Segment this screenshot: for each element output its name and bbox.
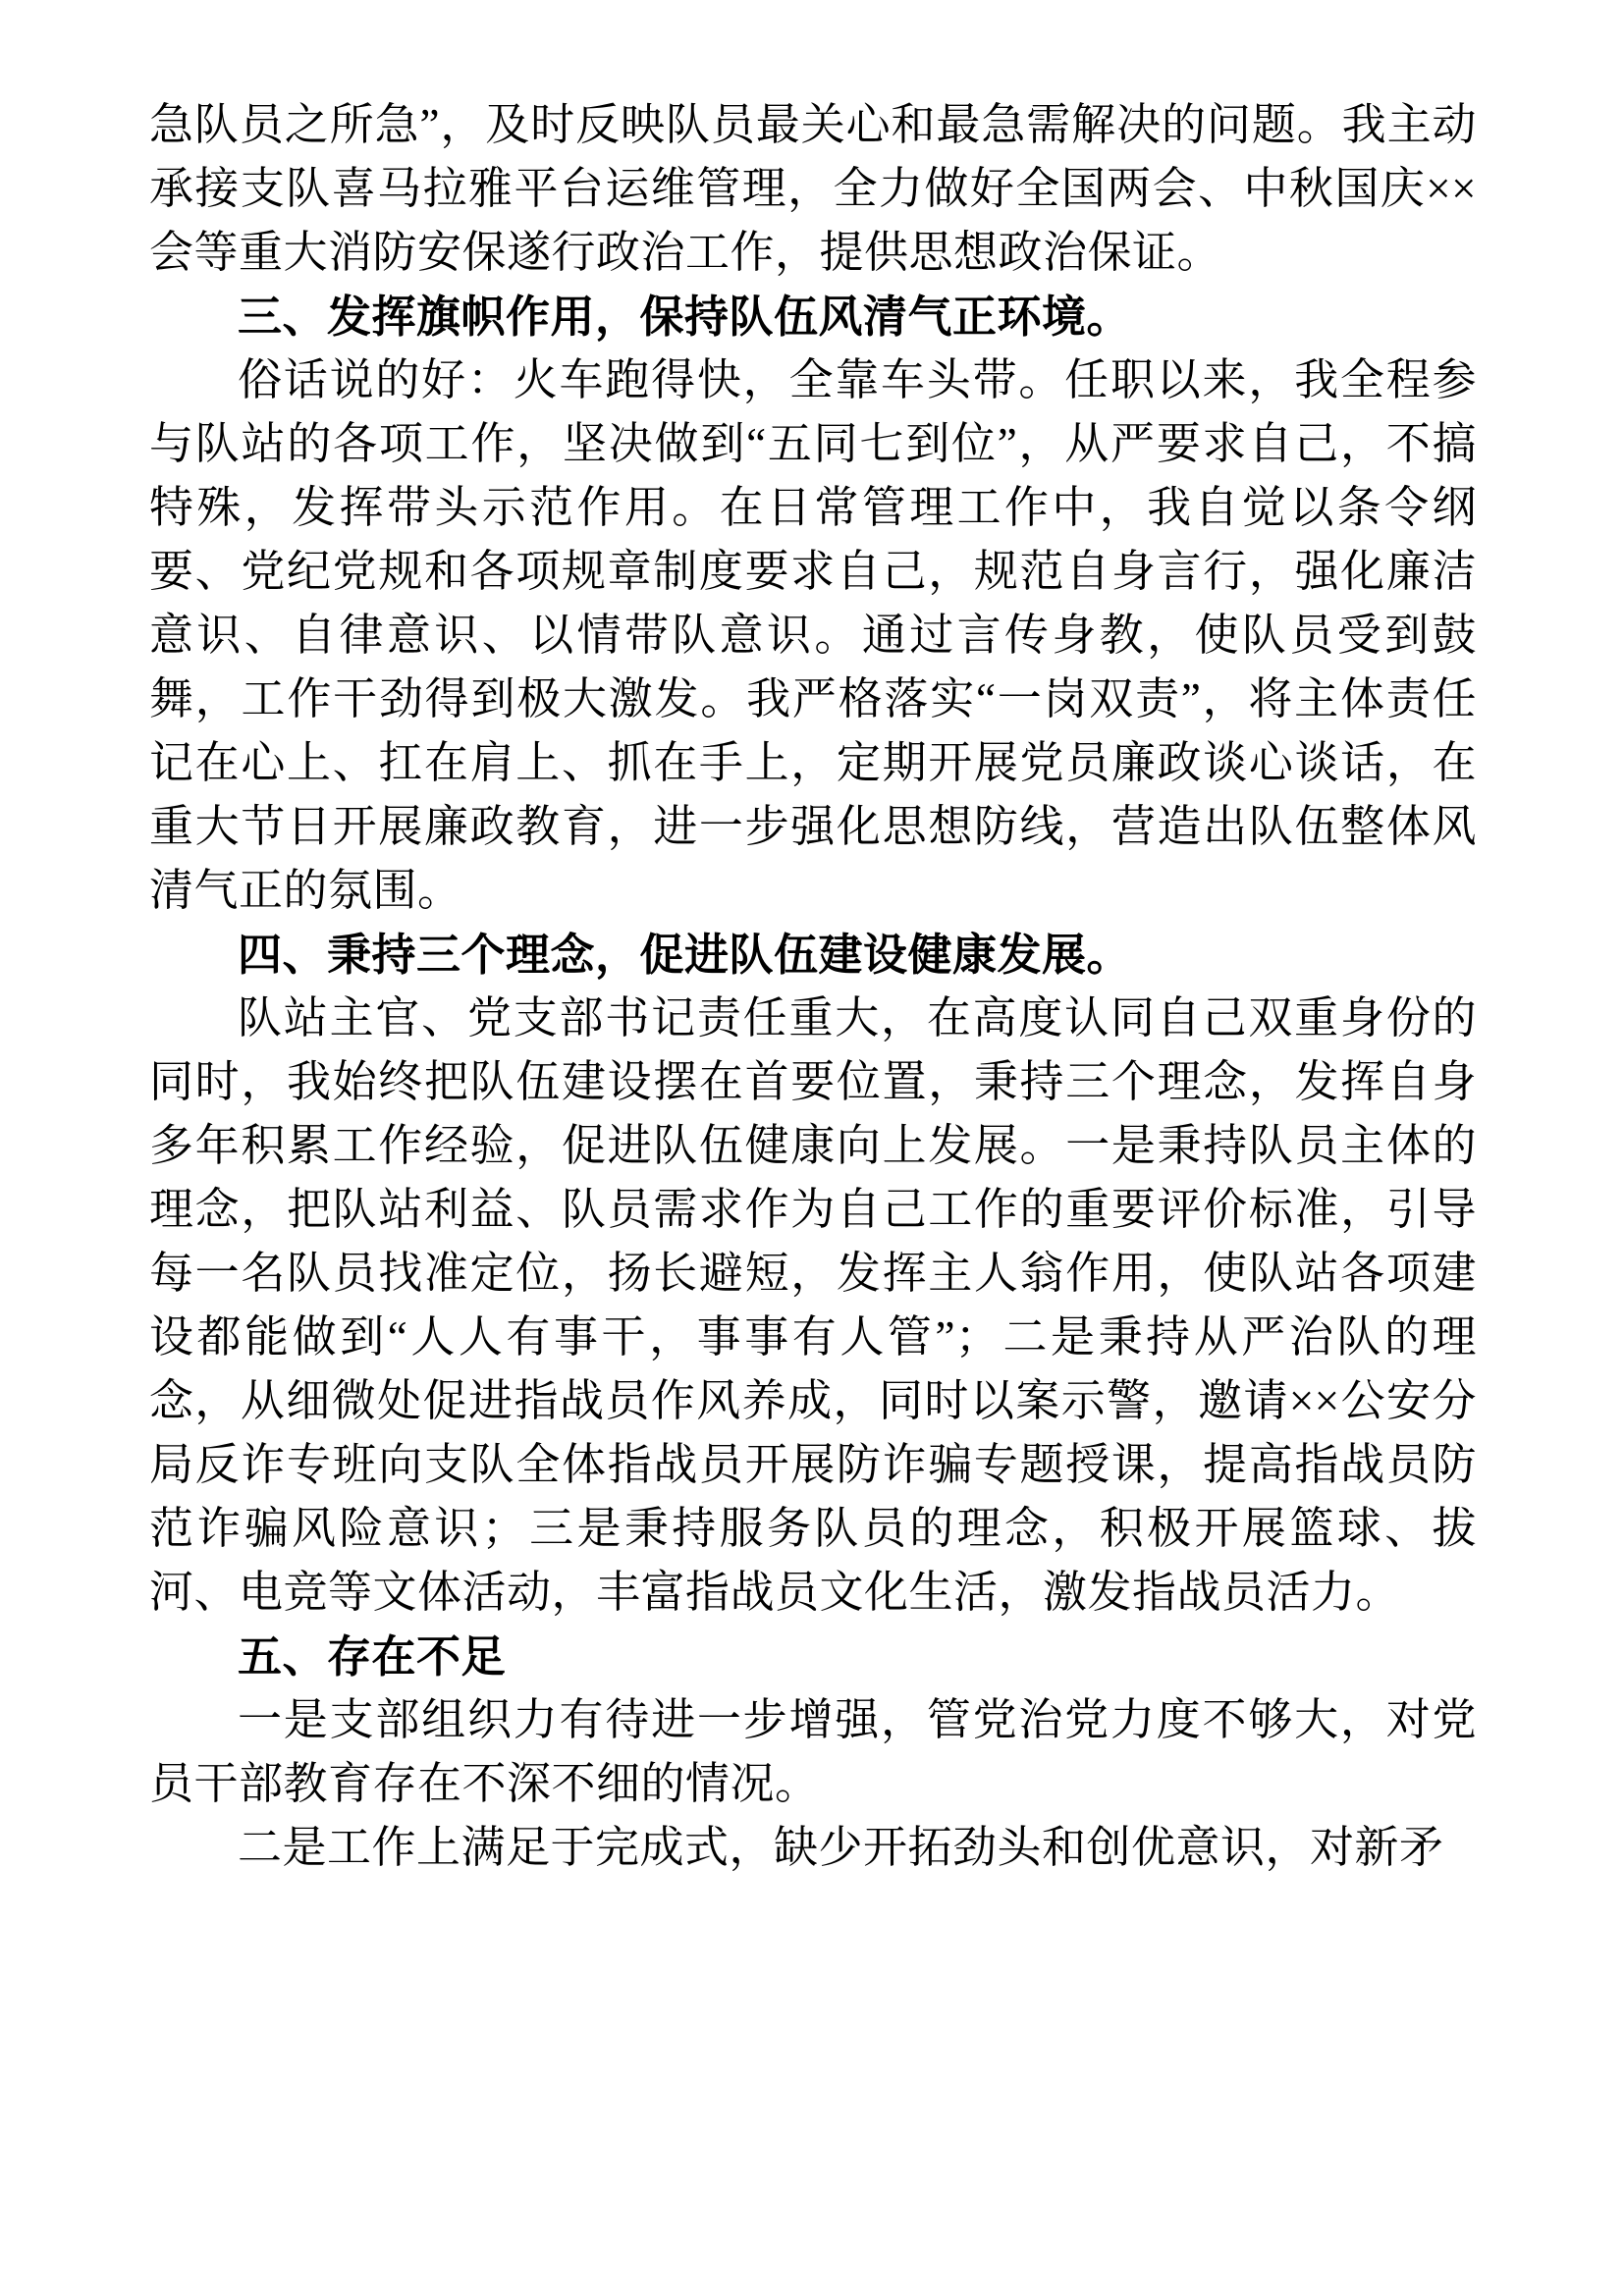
section-heading-5: 五、存在不足 — [238, 1631, 507, 1682]
section-heading-4: 四、秉持三个理念，促进队伍建设健康发展。 — [238, 930, 1132, 980]
paragraph-shortcoming-1: 一是支部组织力有待进一步增强，管党治党力度不够大，对党员干部教育存在不深不细的情况。 — [149, 1695, 1477, 1808]
paragraph-continuation: 急队员之所急”，及时反映队员最关心和最急需解决的问题。我主动承接支队喜马拉雅平台运维管理，全力做好全国两会、中秋国庆××会等重大消防安保遂行政治工作，提供思想政治保证。 — [149, 100, 1477, 277]
section-heading-3: 三、发挥旗帜作用，保持队伍风清气正环境。 — [238, 292, 1132, 342]
paragraph-shortcoming-2-truncated: 二是工作上满足于完成式，缺少开拓劲头和创优意识，对新矛 — [238, 1823, 1444, 1872]
paragraph-section-4-body: 队站主官、党支部书记责任重大，在高度认同自己双重身份的同时，我始终把队伍建设摆在首要位置，秉持三个理念，发挥自身多年积累工作经验，促进队伍健康向上发展。一是秉持队员主体的理念，把队站利益、队员需求作为自己工作的重要评价标准，引导每一名队员找准定位，扬长避短，发挥主人翁作用，使队站各项建设都能做到“人人有事干，事事有人管”；二是秉持从严治队的理念，从细微处促进指战员作风养成，同时以案示警，邀请××公安分局反诈专班向支队全体指战员开展防诈骗专题授课，提高指战员防范诈骗风险意识；三是秉持服务队员的理念，积极开展篮球、拔河、电竞等文体活动，丰富指战员文化生活，激发指战员活力。 — [149, 993, 1477, 1617]
paragraph-section-3-body: 俗话说的好：火车跑得快，全靠车头带。任职以来，我全程参与队站的各项工作，坚决做到“五同七到位”，从严要求自己，不搞特殊，发挥带头示范作用。在日常管理工作中，我自觉以条令纲要、党纪党规和各项规章制度要求自己，规范自身言行，强化廉洁意识、自律意识、以情带队意识。通过言传身教，使队员受到鼓舞，工作干劲得到极大激发。我严格落实“一岗双责”，将主体责任记在心上、扛在肩上、抓在手上，定期开展党员廉政谈心谈话，在重大节日开展廉政教育，进一步强化思想防线，营造出队伍整体风清气正的氛围。 — [149, 355, 1477, 915]
